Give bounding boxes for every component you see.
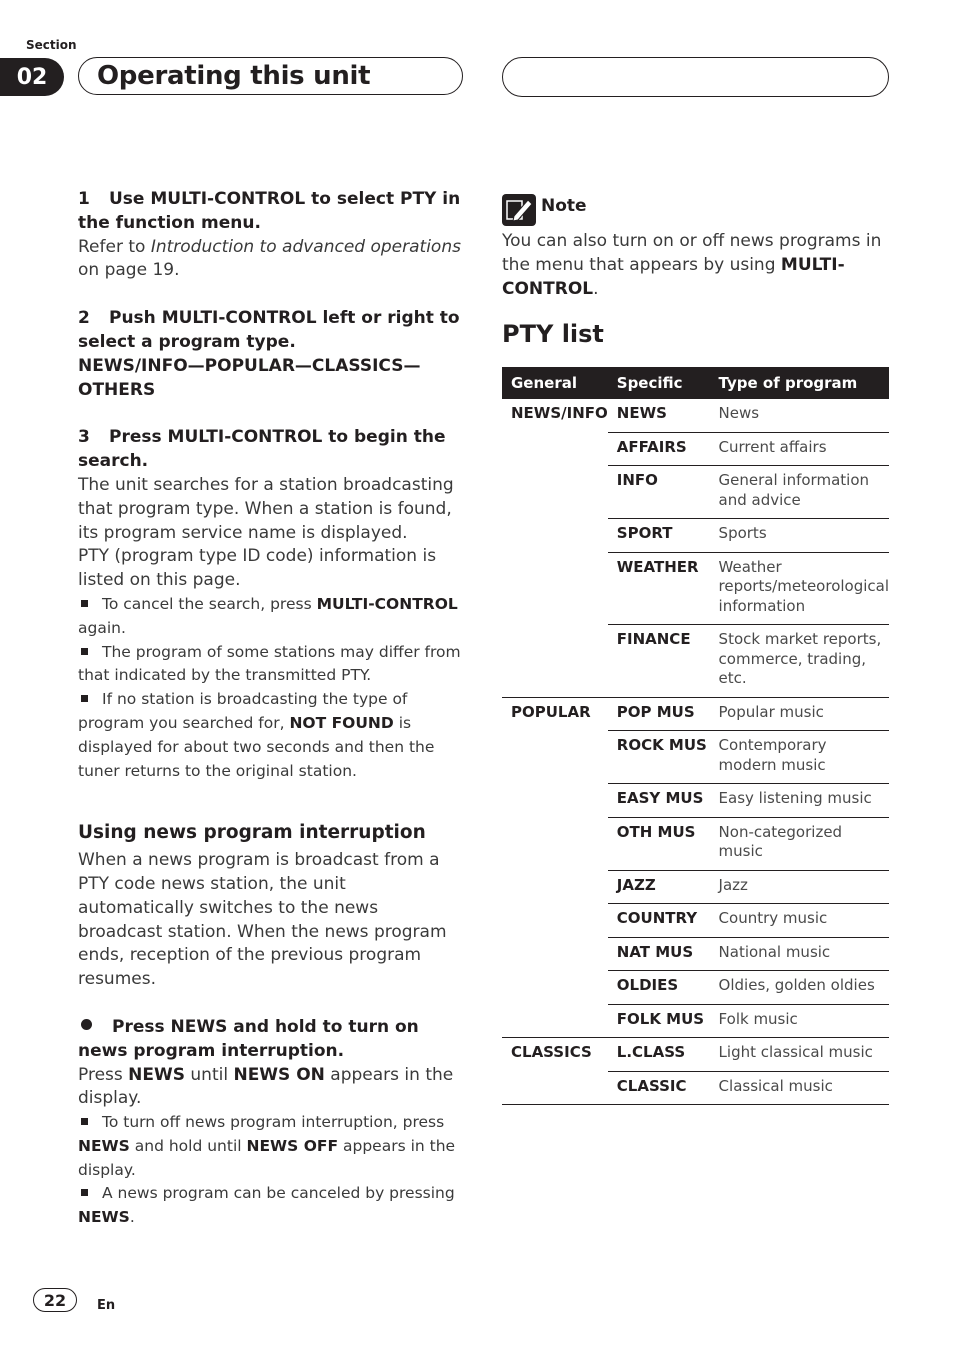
- note-text: To cancel the search, press: [102, 594, 317, 613]
- general-cell: [502, 971, 608, 1005]
- pencil-note-icon: [502, 194, 536, 226]
- general-cell: [502, 625, 608, 698]
- general-cell: [502, 1004, 608, 1038]
- note-text: is displayed for about two seconds and then the tuner returns to the original station.: [78, 713, 435, 780]
- step-2-options: NEWS/INFO—POPULAR—CLASSICS—OTHERS: [78, 355, 421, 400]
- note-bold: MULTI-CONTROL: [502, 255, 845, 299]
- note-bold: NEWS: [78, 1208, 130, 1227]
- note-item: [78, 641, 464, 689]
- type-cell: Sports: [710, 519, 889, 553]
- language-code: En: [97, 1298, 116, 1313]
- news-body: When a news program is broadcast from a PTY code news station, the unit automatically switches to the news broadcast station. When the news program ends, reception of the previous program resumes.: [78, 850, 447, 990]
- general-cell: [502, 466, 608, 519]
- step-number: 2: [78, 308, 90, 329]
- column-header: General: [502, 367, 608, 399]
- specific-cell: COUNTRY: [608, 904, 710, 938]
- step-text: Press MULTI-CONTROL to begin the search.: [78, 427, 446, 472]
- specific-cell: OLDIES: [608, 971, 710, 1005]
- general-cell: [502, 519, 608, 553]
- step-3-body: The unit searches for a station broadcasting that program type. When a station is found, its program service name is displayed.: [78, 474, 454, 543]
- note-item: [78, 1111, 464, 1182]
- type-cell: National music: [710, 937, 889, 971]
- section-label: Section: [26, 38, 77, 52]
- step-1-heading: [78, 188, 464, 236]
- specific-cell: WEATHER: [608, 552, 710, 625]
- step-text: Press NEWS and hold to turn on news program interruption.: [78, 1016, 419, 1061]
- square-bullet-icon: [81, 1189, 88, 1196]
- step-2-heading: [78, 307, 464, 355]
- general-cell: CLASSICS: [511, 1043, 592, 1061]
- general-cell: [502, 817, 608, 870]
- body-text: until: [185, 1064, 234, 1085]
- table-row: [502, 399, 889, 432]
- note-bold: NEWS OFF: [246, 1136, 339, 1155]
- pty-table: [502, 367, 889, 1105]
- specific-cell: CLASSIC: [608, 1071, 710, 1105]
- type-cell: Oldies, golden oldies: [710, 971, 889, 1005]
- note-text: appears in the display.: [78, 1136, 456, 1179]
- specific-cell: JAZZ: [608, 870, 710, 904]
- square-bullet-icon: [81, 600, 88, 607]
- type-cell: Country music: [710, 904, 889, 938]
- square-bullet-icon: [81, 648, 88, 655]
- type-cell: Folk music: [710, 1004, 889, 1038]
- body-bold: NEWS: [128, 1064, 185, 1085]
- note-text: [502, 229, 890, 301]
- general-cell: [502, 552, 608, 625]
- specific-cell: ROCK MUS: [608, 731, 710, 784]
- specific-cell: FOLK MUS: [608, 1004, 710, 1038]
- specific-cell: NAT MUS: [608, 937, 710, 971]
- page-title: Operating this unit: [97, 61, 371, 91]
- step-3-body-2: PTY (program type ID code) information is listed on this page.: [78, 546, 437, 591]
- note-text: To turn off news program interruption, press: [102, 1113, 445, 1132]
- table-row: [502, 519, 889, 553]
- general-cell: NEWS/INFO: [511, 404, 608, 422]
- body-bold: NEWS ON: [233, 1064, 325, 1085]
- type-cell: General information and advice: [710, 466, 889, 519]
- specific-cell: INFO: [608, 466, 710, 519]
- general-cell: [502, 731, 608, 784]
- body-text: Refer to: [78, 236, 151, 257]
- note-label: Note: [541, 196, 587, 216]
- table-row: [502, 937, 889, 971]
- general-cell: [502, 870, 608, 904]
- note-bold: NOT FOUND: [289, 713, 394, 732]
- specific-cell: EASY MUS: [608, 784, 710, 818]
- news-step-heading: [78, 1016, 464, 1064]
- step-1-body: [78, 236, 464, 284]
- instructions-column: [78, 188, 464, 1230]
- news-step-body: [78, 1064, 464, 1112]
- note-bold: MULTI-CONTROL: [316, 594, 458, 613]
- square-bullet-icon: [81, 695, 88, 702]
- body-text: Press: [78, 1064, 129, 1085]
- type-cell: Classical music: [710, 1071, 889, 1105]
- note-body: You can also turn on or off news programs in the menu that appears by using: [502, 231, 882, 275]
- note-text: If no station is broadcasting the type of program you searched for,: [78, 690, 408, 732]
- step-number: 1: [78, 189, 90, 209]
- news-heading: Using news program interruption: [78, 822, 426, 844]
- note-item: [78, 593, 464, 641]
- round-bullet-icon: [81, 1019, 92, 1030]
- note-text: .: [129, 1208, 135, 1227]
- type-cell: Current affairs: [710, 432, 889, 466]
- type-cell: News: [710, 399, 889, 432]
- type-cell: Jazz: [710, 870, 889, 904]
- page-number: 22: [33, 1288, 77, 1312]
- step-text: Use MULTI-CONTROL to select PTY in the function menu.: [78, 189, 461, 233]
- specific-cell: L.CLASS: [608, 1038, 710, 1072]
- note-bold: NEWS: [78, 1136, 130, 1155]
- general-cell: [502, 937, 608, 971]
- section-number: 02: [0, 58, 64, 96]
- note-text: The program of some stations may differ from that indicated by the transmitted PTY.: [78, 642, 461, 685]
- specific-cell: OTH MUS: [608, 817, 710, 870]
- note-text: and hold until: [129, 1136, 247, 1155]
- type-cell: Popular music: [710, 697, 889, 731]
- table-row: [502, 784, 889, 818]
- square-bullet-icon: [81, 1118, 88, 1125]
- column-header: Type of program: [710, 367, 889, 399]
- step-3-heading: [78, 426, 464, 474]
- type-cell: Light classical music: [710, 1038, 889, 1072]
- note-text: again.: [78, 618, 126, 637]
- pty-list-title: PTY list: [502, 320, 604, 348]
- note-text: A news program can be canceled by pressing: [102, 1184, 455, 1203]
- table-row: [502, 1071, 889, 1105]
- body-text: appears in the display.: [78, 1064, 454, 1109]
- body-text: on page 19.: [78, 260, 180, 281]
- general-cell: [502, 784, 608, 818]
- type-cell: Stock market reports, commerce, trading, etc.: [710, 625, 889, 698]
- specific-cell: FINANCE: [608, 625, 710, 698]
- specific-cell: POP MUS: [608, 697, 710, 731]
- general-cell: [502, 904, 608, 938]
- table-row: [502, 697, 889, 731]
- general-cell: [502, 432, 608, 466]
- table-row: [502, 1038, 889, 1072]
- specific-cell: AFFAIRS: [608, 432, 710, 466]
- type-cell: Easy listening music: [710, 784, 889, 818]
- table-row: [502, 817, 889, 870]
- table-row: [502, 552, 889, 625]
- general-cell: POPULAR: [511, 702, 591, 721]
- step-text: Push MULTI-CONTROL left or right to select a program type.: [78, 308, 460, 352]
- type-cell: Non-categorized music: [710, 817, 889, 870]
- header-frame-right: [502, 57, 889, 97]
- table-row: [502, 870, 889, 904]
- note-item: [78, 1182, 464, 1230]
- step-number: 3: [78, 427, 90, 448]
- table-row: [502, 1004, 889, 1038]
- table-row: [502, 432, 889, 466]
- type-cell: Contemporary modern music: [710, 731, 889, 784]
- specific-cell: SPORT: [608, 519, 710, 553]
- specific-cell: NEWS: [608, 399, 710, 432]
- column-header: Specific: [608, 367, 710, 399]
- general-cell: [502, 1071, 608, 1105]
- note-item: [78, 688, 464, 783]
- body-italic: Introduction to advanced operations: [150, 236, 461, 257]
- table-header: [502, 367, 889, 399]
- table-row: [502, 971, 889, 1005]
- note-body: .: [593, 279, 599, 299]
- table-row: [502, 625, 889, 698]
- table-row: [502, 731, 889, 784]
- type-cell: Weather reports/meteorological information: [710, 552, 889, 625]
- table-row: [502, 466, 889, 519]
- table-row: [502, 904, 889, 938]
